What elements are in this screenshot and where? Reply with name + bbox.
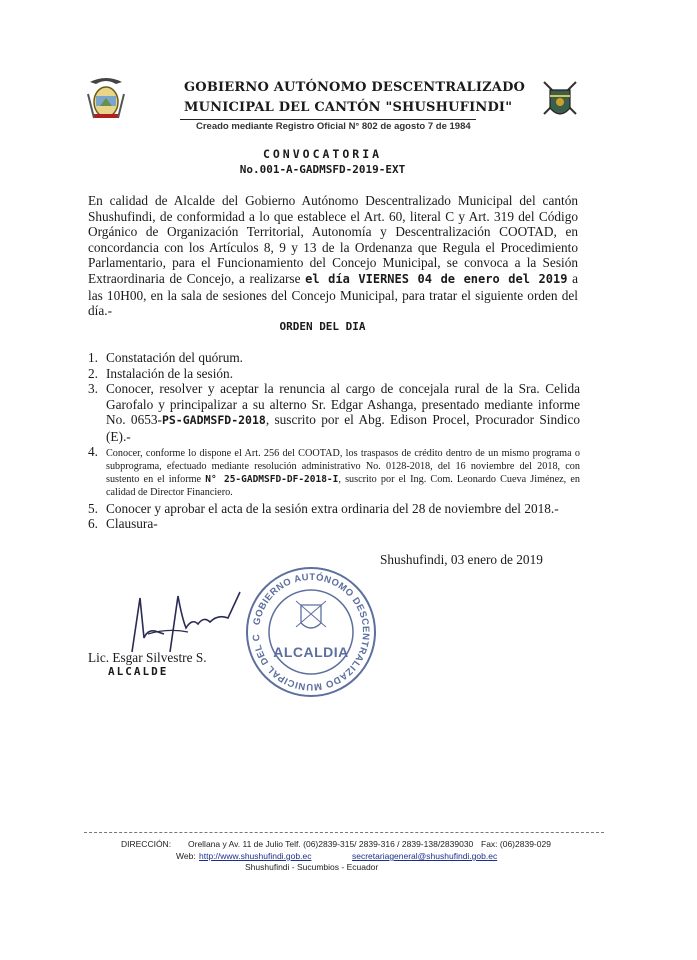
list-item: 3. Conocer, resolver y aceptar la renuncia al cargo de concejala rural de la Sra. Celida Garofalo y principalizar a su alterno Sr. Edgar Ashanga, presentado mediante informe No. 0653-PS-GADMSFD-2018, suscrito por el Abg. Edison Procel, Procurador Sindico (E).- xyxy=(88,381,581,444)
footer-direction-label: DIRECCIÓN: xyxy=(121,839,172,849)
org-name-line2: MUNICIPAL DEL CANTÓN "SHUSHUFINDI" xyxy=(184,100,513,115)
list-item: 1. Constatación del quórum. xyxy=(88,350,244,365)
signer-role: ALCALDE xyxy=(108,665,169,678)
intro-text-end: a las 10H00, en la sala de sesiones del Concejo Municipal, para tratar el siguiente orden del día.- xyxy=(88,270,578,319)
list-item: 6. Clausura- xyxy=(88,516,158,532)
list-item: 2. Instalación de la sesión. xyxy=(88,365,234,381)
footer-fax: Fax: (06)2839-029 xyxy=(481,839,551,849)
signer-name: Lic. Esgar Silvestre S. xyxy=(88,650,207,665)
header-divider xyxy=(180,119,476,120)
footer-location: Shushufindi - Sucumbios - Ecuador xyxy=(245,862,379,872)
org-name-line1: GOBIERNO AUTÓNOMO DESCENTRALIZADO xyxy=(184,80,526,95)
intro-text: En calidad de Alcalde del Gobierno Autónomo Descentralizado Municipal del cantón Shushufindi, de conformidad a lo que establece el Art. 60, literal C y Art. 319 del Código Orgánico de Organización Territorial, Autonomía y Descentralización COOTAD, en concordancia con los Artículos 8, 9 y 13 de la Ordenanza que Regula el Procedimiento Parlamentario, para el Funcionamiento del Concejo Municipal, se convoca a la Sesión Extraordinaria de Concejo, a realizarse xyxy=(88,193,578,286)
list-item: 4. Conocer, conforme lo dispone el Art. 256 del COOTAD, los traspasos de crédito dentro de un mismo programa o subprograma, efectuado mediante resolución administrativo No. 0128-2018, del 16 noviembre del 2018, con sustento en el informe N° 25-GADMSFD-DF-2018-I, suscrito por el Ing. Com. Leonardo Cueva Jiménez, en calidad de Director Financiero. xyxy=(88,443,580,498)
alcaldia-seal-icon xyxy=(244,565,378,699)
seal-ring-text: GOBIERNO AUTÓNOMO DESCENTRALIZADO MUNICIPAL DEL C xyxy=(250,571,372,693)
signature-icon xyxy=(118,588,248,658)
session-date-bold: el día VIERNES 04 de enero del 2019 xyxy=(305,271,568,286)
list-item: 5. Conocer y aprobar el acta de la sesión extra ordinaria del 28 de noviembre del 2018.- xyxy=(88,500,559,516)
convocatoria-title: CONVOCATORIA xyxy=(262,147,383,161)
footer-divider xyxy=(84,832,604,833)
ecuador-coat-of-arms-icon xyxy=(86,74,126,122)
place-date: Shushufindi, 03 enero de 2019 xyxy=(380,552,543,567)
footer-email-link[interactable]: secretariageneral@shushufindi.gob.ec xyxy=(352,851,498,861)
intro-paragraph xyxy=(88,193,578,319)
footer-web-link[interactable]: http://www.shushufindi.gob.ec xyxy=(199,851,312,861)
seal-center-text: ALCALDIA xyxy=(273,644,349,660)
agenda-title: ORDEN DEL DIA xyxy=(279,320,366,333)
footer-address: Orellana y Av. 11 de Julio Telf. (06)2839-315/ 2839-316 / 2839-138/2839030 xyxy=(188,839,474,849)
footer-web-label: Web: xyxy=(176,851,196,861)
convocatoria-number: No.001-A-GADMSFD-2019-EXT xyxy=(239,163,406,176)
shushufindi-crest-icon xyxy=(540,78,580,124)
agenda-list xyxy=(88,350,580,532)
registry-line: Creado mediante Registro Oficial N° 802 de agosto 7 de 1984 xyxy=(196,121,471,132)
